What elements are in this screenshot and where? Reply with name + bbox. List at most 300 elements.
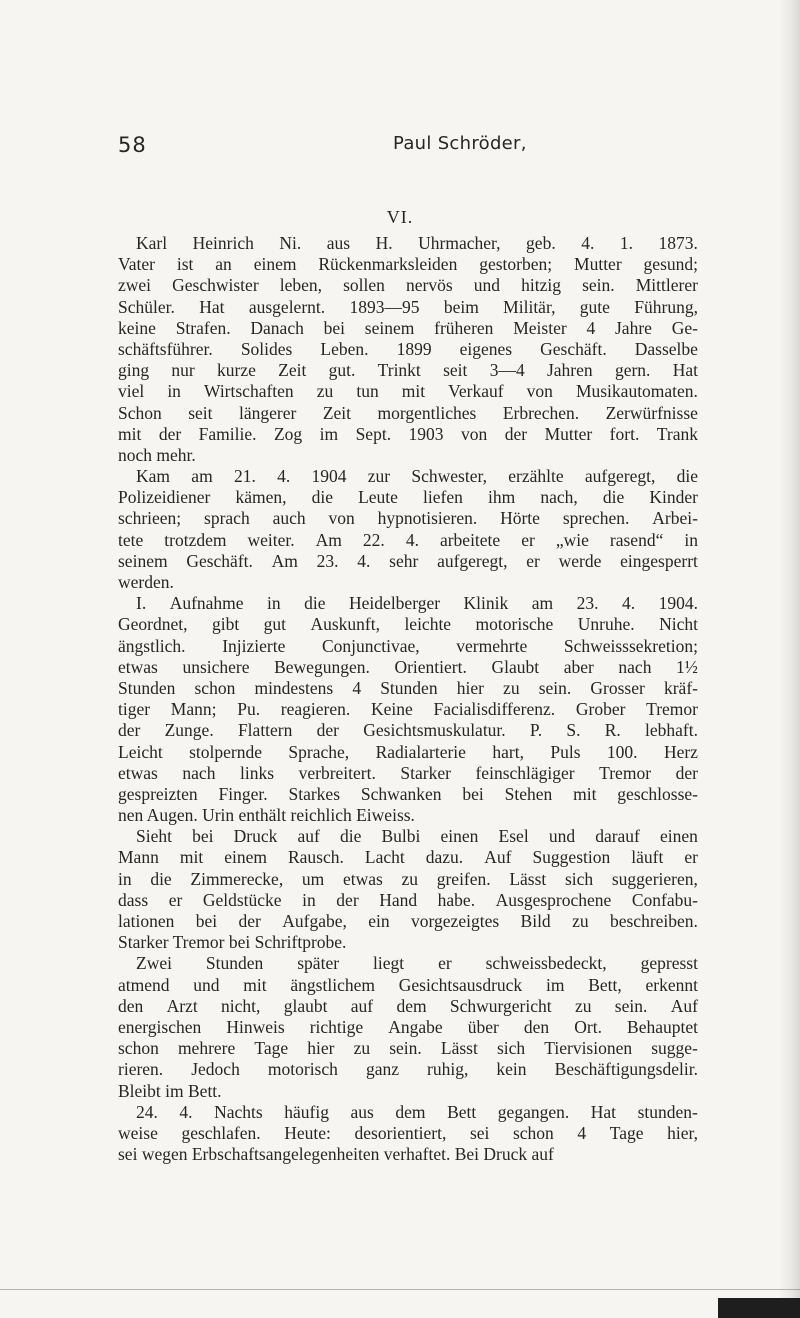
word: Conjunctivae, [321,635,420,656]
word: Aufnahme [169,593,244,614]
text-line [118,593,698,614]
word: und [473,275,501,296]
word: 1904. [658,593,698,614]
word: nervös [406,275,453,296]
text-line [118,953,698,974]
word: von [328,508,355,529]
word: eigenes [459,338,513,359]
word: weiter. [247,529,295,550]
word: Schwester, [411,466,487,487]
word: 4 [577,1122,587,1143]
word: 21. [233,466,256,487]
word: Zimmerecke, [190,868,284,889]
word: Behauptet [627,1016,698,1037]
word: Bild [520,911,551,931]
word: mit [243,974,267,995]
page-edge-mark [718,1298,800,1318]
word: die [339,826,362,847]
word: Militär, [503,296,556,317]
word: Mittlerer [635,275,698,296]
word: Bulbi [381,826,421,847]
word: Gesichtsausdruck [398,974,523,995]
word: etwas [118,656,158,677]
word: leben, [279,275,323,296]
word: 1. [619,233,633,253]
word: mehrere [177,1038,236,1059]
word: Jedoch [191,1059,240,1080]
word: gespreizten [118,783,198,804]
word: später [297,953,340,974]
word: trotzdem [164,529,227,550]
word: Tiervisionen [544,1038,633,1059]
body-text [118,233,698,1165]
word: Kam [136,466,171,487]
word: bei [462,783,484,804]
word: 4. [405,529,419,550]
word: 1904 [311,466,347,487]
word: mindestens [254,677,334,698]
word: 4 [352,677,362,698]
word: ruhig, [427,1059,469,1080]
word: Schwurgericht [449,995,552,1016]
word: ein [368,911,390,931]
word: der [504,423,528,444]
word: seit [443,360,468,381]
word: hier, [667,1122,698,1143]
word: Geschäft. [540,338,607,359]
word: Stunden [205,953,264,974]
word: der [316,720,339,741]
word: S. [566,720,581,741]
word: Hinweis [226,1016,285,1037]
word: zu [574,995,592,1016]
word: in [684,529,698,550]
word: Auf [670,995,698,1016]
word: Puls [550,741,581,762]
word: geschlafen. [181,1122,261,1143]
section-heading: VI. [386,207,414,227]
word: rasend“ [609,529,664,550]
word: Suggestion [532,847,611,868]
word: keine [118,317,156,338]
word: viel [118,381,145,402]
word: Jahren [546,360,593,381]
word: mit [179,847,204,868]
word: einem [224,847,267,868]
word: Herz [663,741,698,762]
word: Orientiert. [394,656,467,677]
word: vermehrte [456,635,528,656]
page-number: 58 [118,133,147,157]
word: und [193,974,220,995]
word: seinem [118,550,168,571]
word: weise [118,1122,158,1143]
word: rieren. [118,1059,164,1080]
word: 1873. [658,233,698,253]
word: Trinkt [377,360,421,381]
word: er [526,550,540,571]
paragraph [118,826,698,953]
word: Geldstücke [202,889,282,910]
word: 3—4 [489,360,525,381]
word: Confabu- [631,889,698,910]
word: geschlosse- [617,783,698,804]
word: links [240,762,275,783]
word: ihm [487,487,516,508]
word: Bewegungen. [274,656,370,677]
text-line [118,763,698,784]
word: Polizeidiener [118,487,211,508]
word: Keine [370,699,413,720]
word: 1899 [396,338,432,359]
word: um [301,868,325,889]
word: Starker [400,762,451,783]
word: erzählte [508,466,564,487]
word: geb. [526,233,556,253]
word: 1903 [408,423,444,444]
word: P. [529,720,543,741]
page-header [118,133,678,159]
word: habe. [437,889,476,910]
word: ausgelernt. [248,296,326,317]
word: fort. [609,423,640,444]
word: stolpernde [189,741,263,762]
word: an [215,254,232,275]
word: dazu. [425,847,464,868]
word: Dasselbe [634,338,698,359]
page-edge-shadow [778,0,800,1318]
word: hart, [492,741,524,762]
word: gesund; [643,254,698,275]
word: glaubt [283,995,328,1016]
word: Ort. [574,1016,602,1037]
word: 1½ [676,656,698,677]
word: Auf [484,847,512,868]
word: vorgezeigtes [411,911,500,931]
word: früheren [434,317,494,338]
text-line [118,911,698,932]
word: verbreitert. [298,762,376,783]
text-line [118,784,698,805]
word: Schüler. [118,296,175,317]
word: richtige [309,1016,364,1037]
paragraph [118,1102,698,1166]
word: Aufgabe, [282,911,347,931]
word: gern. [614,360,651,381]
word: tun [356,381,379,402]
word: dem [396,995,427,1016]
word: kurze [217,360,256,381]
text-line [118,1038,698,1059]
word: darauf [595,826,640,847]
word: lationen [118,911,175,931]
text-line [118,466,698,487]
word: 4. [277,466,291,487]
word: 4. [357,550,371,571]
word: auf [297,826,320,847]
word: aufgeregt, [584,466,656,487]
word: sprechen. [562,508,630,529]
word: Wirtschaften [204,381,294,402]
word: Beschäftigungsdelir. [554,1059,698,1080]
text-line [118,636,698,657]
word: morgentliches [377,402,477,423]
text-line [118,742,698,763]
text-line [118,1059,698,1080]
word: Flattern [237,720,293,741]
running-head: Paul Schröder, [393,133,527,154]
word: gute [579,296,610,317]
word: Schon [118,402,162,423]
word: hier [307,1038,335,1059]
word: aber [563,656,594,677]
word: reagieren. [280,699,351,720]
word: Hörte [500,508,540,529]
text-line [118,403,698,424]
word: atmend [118,974,170,995]
word: Am [271,550,298,571]
word: gut. [328,360,356,381]
text-line [118,996,698,1017]
word: zu [401,868,419,889]
word: Zeit [322,402,352,423]
word: Druck [233,826,278,847]
word: Sieht [136,826,172,847]
text-line [118,890,698,911]
word: dass [118,889,149,910]
word: tiger [118,699,151,720]
text-line [118,381,698,402]
word: die [150,868,172,889]
text-line [118,233,698,254]
word: Nachts [214,1101,263,1122]
word: auf [350,995,374,1016]
word: am [531,593,554,614]
word: Unruhe. [577,614,635,635]
word: Hat [199,296,225,317]
text-line [118,678,698,699]
word: er [438,953,452,974]
word: mit [573,783,597,804]
word: schäftsführer. [118,338,213,359]
word: Bett [447,1101,477,1122]
word: Geschäft. [186,550,253,571]
word: sprach [204,508,250,529]
word: Finger. [218,783,268,804]
word: Stunden [118,677,176,698]
word: sein. [614,995,648,1016]
word: erkennt [645,974,698,995]
paragraphs [118,233,698,1165]
page-bottom-rule [0,1289,800,1290]
word: Am [315,529,342,550]
word: zwei [118,275,152,296]
word: sehr [389,550,419,571]
text-line [118,657,698,678]
word: Erbrechen. [502,402,580,423]
word: ganz [365,1059,399,1080]
word: Glaubt [491,656,540,677]
word: der [675,762,698,783]
word: schon [118,1038,159,1059]
word: Verkauf [448,381,504,402]
word: der [118,720,141,741]
word: in [118,868,132,889]
word: leichte [404,614,452,635]
word: Mann; [170,699,217,720]
word: Leute [358,487,398,508]
word: hier [456,677,484,698]
word: nach [182,762,216,783]
text-line: Bleibt im Bett. [118,1080,222,1101]
word: suggerieren, [611,868,698,889]
word: Arzt [166,995,198,1016]
word: einen [660,826,698,847]
word: sein. [538,677,572,698]
text-line: noch mehr. [118,444,196,465]
text-line [118,275,698,296]
word: Sept. [355,423,392,444]
word: Kinder [649,487,698,508]
word: der [238,911,261,931]
word: zur [367,466,391,487]
word: kräf- [663,677,698,698]
word: am [191,466,213,487]
word: schon [512,1122,554,1143]
word: im [545,974,565,995]
word: feinschlägiger [475,762,575,783]
word: desorientiert, [354,1122,447,1143]
word: schon [194,677,236,698]
word: greifen. [436,868,491,889]
word: bei [192,826,214,847]
word: Hand [379,889,418,910]
word: ging [118,360,150,381]
word: Mutter [544,423,593,444]
word: zu [572,911,589,931]
word: Auskunft, [310,614,380,635]
word: Radialarterie [375,741,466,762]
word: ist [176,254,194,275]
text-line [118,1102,698,1123]
word: arbeitete [439,529,501,550]
word: die [304,593,326,614]
word: Facialisdifferenz. [433,699,556,720]
word: Lässt [440,1038,478,1059]
word: in [267,593,281,614]
word: 22. [362,529,385,550]
word: Leicht [118,741,163,762]
word: über [467,1016,499,1037]
word: Rausch. [287,847,344,868]
word: tete [118,529,144,550]
word: sugge- [651,1038,698,1059]
text-line [118,1123,698,1144]
word: Schwanken [360,783,442,804]
word: Trank [656,423,698,444]
word: von [526,381,553,402]
word: Führung, [634,296,698,317]
word: unsichere [182,656,250,677]
word: Geordnet, [118,614,188,635]
text-line [118,530,698,551]
word: Stehen [504,783,553,804]
word: läuft [631,847,664,868]
text-line [118,254,698,275]
word: sollen [343,275,385,296]
word: 24. [136,1101,158,1122]
word: zu [316,381,334,402]
word: Arbei- [652,508,698,529]
word: Karl [136,233,168,253]
word: den [118,995,144,1016]
word: auch [272,508,306,529]
word: werde [558,550,602,571]
word: sein. [389,1038,422,1059]
word: die [676,466,698,487]
word: nach [618,656,652,677]
word: Heute: [284,1122,331,1143]
word: Zwei [136,953,172,974]
word: hitzig [521,275,561,296]
word: Zerwürfnisse [605,402,698,423]
word: Rückenmarksleiden [318,254,458,275]
word: Angabe [388,1016,443,1037]
word: I. [136,593,147,614]
word: liegt [373,953,405,974]
word: Klinik [463,593,509,614]
word: nicht, [221,995,261,1016]
word: 23. [316,550,339,571]
word: gut [263,614,287,635]
word: in [302,889,316,910]
word: mit [118,423,142,444]
word: Zunge. [164,720,214,741]
word: Stunden [380,677,438,698]
word: Tage [254,1038,289,1059]
word: seit [188,402,213,423]
text-line [118,826,698,847]
word: gepresst [640,953,698,974]
word: Zog [273,423,303,444]
word: Heidelberger [349,593,441,614]
paragraph [118,233,698,466]
text-line [118,297,698,318]
word: Meister [513,317,567,338]
word: Hat [672,360,698,381]
word: Hat [590,1101,617,1122]
text-line [118,339,698,360]
text-line [118,847,698,868]
word: etwas [342,868,383,889]
word: aus [326,233,351,253]
word: längerer [239,402,297,423]
word: 4 [586,317,596,338]
word: den [523,1016,550,1037]
word: Injizierte [222,635,286,656]
word: Strafen. [175,317,231,338]
word: Leben. [320,338,369,359]
paragraph [118,953,698,1101]
word: stunden- [637,1101,698,1122]
word: sich [564,868,594,889]
word: Lacht [364,847,405,868]
word: einem [253,254,297,275]
word: Uhrmacher, [418,233,501,253]
text-line [118,699,698,720]
word: seinem [364,317,415,338]
word: dem [395,1101,426,1122]
